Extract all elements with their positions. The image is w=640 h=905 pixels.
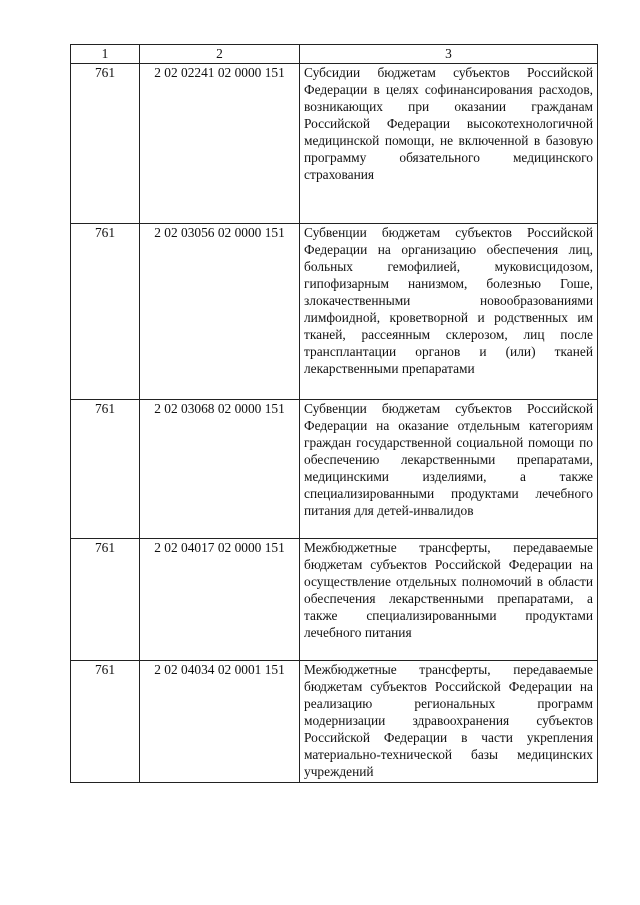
table-row xyxy=(71,224,598,400)
budget-codes-table xyxy=(70,44,598,783)
budget-code-cell: 2 02 04017 02 0000 151 xyxy=(140,539,300,661)
table-row xyxy=(71,400,598,539)
description-cell: Субсидии бюджетам субъектов Российской Федерации в целях софинансирования расходов, возникающих при оказании гражданам Российской Федерации высокотехнологичной медицинской помощи, не включенной в базовую программу обязательного медицинского страхования xyxy=(300,64,598,224)
table-row xyxy=(71,539,598,661)
description-cell: Субвенции бюджетам субъектов Российской Федерации на оказание отдельным категориям граждан государственной социальной помощи по обеспечению лекарственными препаратами, медицинскими изделиями, а также специализированными продуктами лечебного питания для детей-инвалидов xyxy=(300,400,598,539)
table-row xyxy=(71,64,598,224)
budget-code-cell: 2 02 02241 02 0000 151 xyxy=(140,64,300,224)
admin-code-cell: 761 xyxy=(71,224,140,400)
admin-code-cell: 761 xyxy=(71,400,140,539)
table-row xyxy=(71,661,598,783)
admin-code-cell: 761 xyxy=(71,539,140,661)
admin-code-cell: 761 xyxy=(71,661,140,783)
budget-code-cell: 2 02 04034 02 0001 151 xyxy=(140,661,300,783)
header-row xyxy=(71,45,598,64)
description-cell: Межбюджетные трансферты, передаваемые бюджетам субъектов Российской Федерации на осуществление отдельных полномочий в области обеспечения лекарственными препаратами, а также специализированными продуктами лечебного питания xyxy=(300,539,598,661)
column-header-2: 2 xyxy=(140,45,300,64)
description-cell: Субвенции бюджетам субъектов Российской Федерации на организацию обеспечения лиц, больных гемофилией, муковисцидозом, гипофизарным нанизмом, болезнью Гоше, злокачественными новообразованиями лимфоидной, кроветворной и родственных им тканей, рассеянным склерозом, лиц после трансплантации органов и (или) тканей лекарственными препаратами xyxy=(300,224,598,400)
budget-code-cell: 2 02 03068 02 0000 151 xyxy=(140,400,300,539)
budget-code-cell: 2 02 03056 02 0000 151 xyxy=(140,224,300,400)
column-header-1: 1 xyxy=(71,45,140,64)
column-header-3: 3 xyxy=(300,45,598,64)
description-cell: Межбюджетные трансферты, передаваемые бюджетам субъектов Российской Федерации на реализацию региональных программ модернизации здравоохранения субъектов Российской Федерации в части укрепления материально-технической базы медицинских учреждений xyxy=(300,661,598,783)
admin-code-cell: 761 xyxy=(71,64,140,224)
